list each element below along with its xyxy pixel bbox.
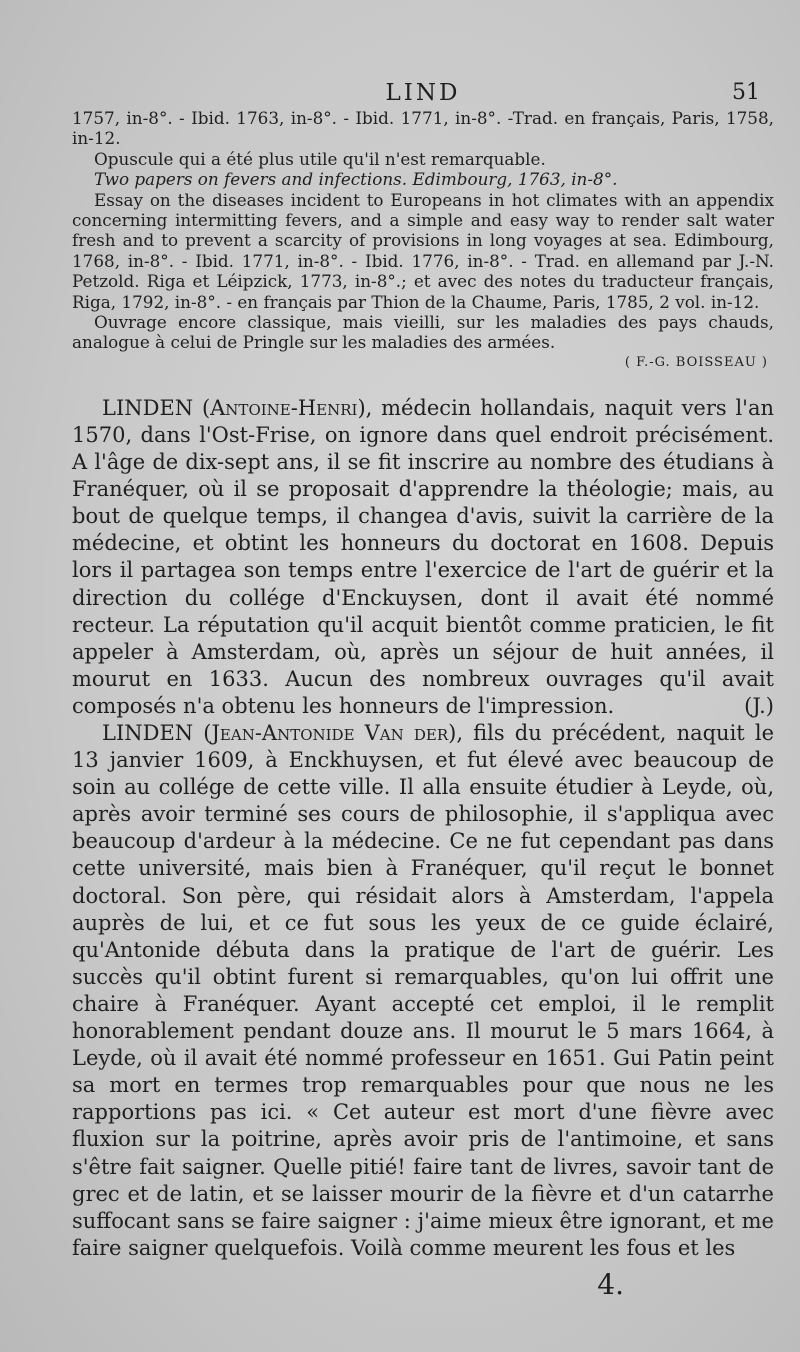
entry-headword: LINDEN: [102, 721, 194, 745]
bib-note: Two papers on fevers and infections. Edimbourg, 1763, in-8°.: [94, 169, 618, 190]
signature-mark: 4.: [597, 1267, 624, 1301]
entry-linden-antoine-henri: [72, 395, 774, 720]
entry-headword: LINDEN: [102, 395, 194, 420]
entry-forenames: (Antoine-Henri): [201, 395, 366, 420]
bib-note: Opuscule qui a été plus utile qu'il n'est remarquable.: [94, 148, 546, 169]
entry-signature: (J.): [744, 693, 774, 718]
bib-note: Essay on the diseases incident to Europeans in hot climates with an appendix concerning intermitting fevers, and a simple and easy way to render salt water fresh and to prevent a scarcity of provisions in long voyages at sea. Edimbourg, 1768, in-8°. - Ibid. 1771, in-8°. - Ibid. 1776, in-8°. - Trad. en allemand par J.-N. Petzold. Riga et Léipzick, 1773, in-8°.; et avec des notes du traducteur français, Riga, 1792, in-8°. - en français par Thion de la Chaume, Paris, 1785, 2 vol. in-12.: [72, 189, 774, 312]
main-text: [72, 395, 774, 1262]
entry-linden-jean-antonide: [72, 720, 774, 1262]
author-signature: ( F.-G. BOISSEAU ): [624, 354, 768, 370]
running-head: LIND: [385, 80, 461, 106]
entry-forenames: (Jean-Antonide Van der): [203, 721, 457, 745]
page-header: [72, 74, 774, 108]
bibliography-notes: [72, 108, 774, 373]
entry-text: , médecin hollandais, naquit vers l'an 1570, dans l'Ost-Frise, on ignore dans quel endroit précisément. A l'âge de dix-sept ans, il se fit inscrire au nombre des étudians à Franéquer, où il se proposait d'apprendre la théologie; mais, au bout de quelque temps, il changea d'avis, suivit la carrière de la médecine, et obtint les honneurs du doctorat en 1608. Depuis lors il partagea son temps entre l'exercice de l'art de guérir et la direction du collége d'Enckuysen, dont il avait été nommé recteur. La réputation qu'il acquit bientôt comme praticien, le fit appeler à Amsterdam, où, après un séjour de huit années, il mourut en 1633. Aucun des nombreux ouvrages qu'il avait composés n'a obtenu les honneurs de l'impression.: [72, 395, 774, 718]
page-number: 51: [732, 80, 760, 105]
entry-text: , fils du précédent, naquit le 13 janvier 1609, à Enckhuysen, et fut élevé avec beaucoup de soin au collége de cette ville. Il alla ensuite étudier à Leyde, où, après avoir terminé ses cours de philosophie, il s'appliqua avec beaucoup d'ardeur à la médecine. Ce ne fut cependant pas dans cette université, mais bien à Franéquer, qu'il reçut le bonnet doctoral. Son père, qui résidait alors à Amsterdam, l'appela auprès de lui, et ce fut sous les yeux de ce guide éclairé, qu'Antonide débuta dans la pratique de l'art de guérir. Les succès qu'il obtint furent si remarquables, qu'on lui offrit une chaire à Franéquer. Ayant accepté cet emploi, il le remplit honorablement pendant douze ans. Il mourut le 5 mars 1664, à Leyde, où il avait été nommé professeur en 1651. Gui Patin peint sa mort en termes trop remarquables pour que nous ne les rapportions pas ici. « Cet auteur est mort d'une fièvre avec fluxion sur la poitrine, après avoir pris de l'antimoine, et sans s'être fait saigner. Quelle pitié! faire tant de livres, savoir tant de grec et de latin, et se laisser mourir de la fièvre et d'un catarrhe suffocant sans se faire saigner : j'aime mieux être ignorant, et me faire saigner quelquefois. Voilà comme meurent les fous et les: [72, 721, 774, 1260]
bib-note: 1757, in-8°. - Ibid. 1763, in-8°. - Ibid. 1771, in-8°. -Trad. en français, Paris, 1758, in-12.: [72, 108, 774, 149]
bib-note: Ouvrage encore classique, mais vieilli, sur les maladies des pays chauds, analogue à celui de Pringle sur les maladies des armées.: [72, 312, 774, 353]
